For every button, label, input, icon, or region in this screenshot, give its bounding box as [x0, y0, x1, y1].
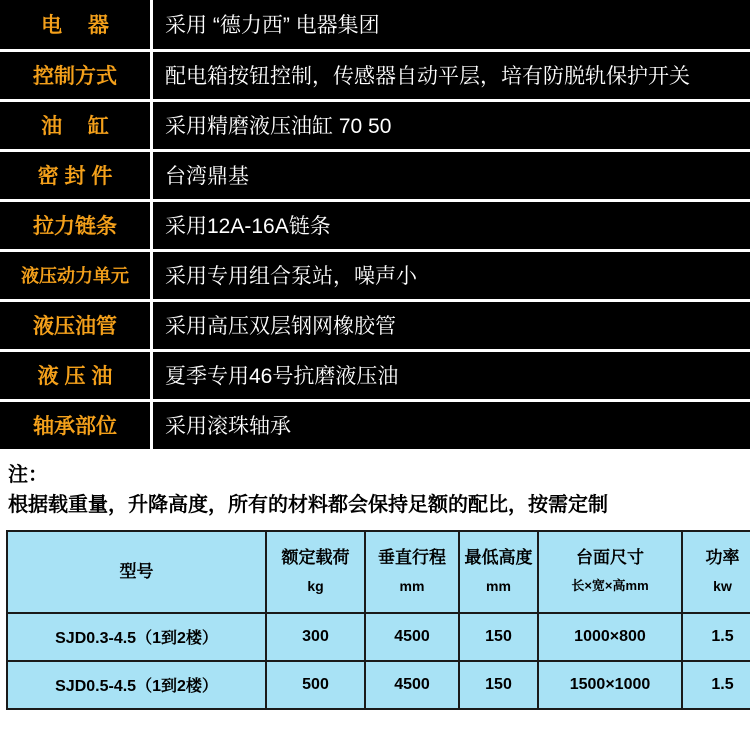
table-row — [0, 50, 750, 100]
cell-rated-load: 500 — [266, 661, 365, 709]
column-header-vertical-travel-title: 垂直行程 — [378, 547, 446, 567]
spec-label-cylinder: 油 缸 — [0, 100, 152, 150]
column-header-rated-load — [266, 531, 365, 613]
table-row — [7, 613, 750, 661]
spec-value-control-mode: 配电箱按钮控制，传感器自动平层，培有防脱轨保护开关 — [152, 50, 750, 100]
cell-rated-load: 300 — [266, 613, 365, 661]
cell-power: 1.5 — [682, 661, 750, 709]
column-header-platform-size — [538, 531, 682, 613]
models-table-wrapper — [0, 526, 750, 710]
column-header-vertical-travel — [365, 531, 459, 613]
table-row — [7, 661, 750, 709]
spec-value-hydraulic-oil: 夏季专用46号抗磨液压油 — [152, 350, 750, 400]
spec-label-hydraulic-hose: 液压油管 — [0, 300, 152, 350]
table-row — [0, 400, 750, 450]
models-table-body — [7, 613, 750, 709]
spec-value-electrical: 采用 “德力西” 电器集团 — [152, 0, 750, 50]
table-row — [0, 0, 750, 50]
spec-value-hydraulic-hose: 采用高压双层钢网橡胶管 — [152, 300, 750, 350]
column-header-min-height-title: 最低高度 — [464, 547, 533, 567]
column-header-power — [682, 531, 750, 613]
table-row — [0, 150, 750, 200]
spec-value-chain: 采用12A-16A链条 — [152, 200, 750, 250]
cell-min-height: 150 — [459, 661, 538, 709]
cell-vertical-travel: 4500 — [365, 661, 459, 709]
cell-platform-size: 1500×1000 — [538, 661, 682, 709]
column-header-rated-load-title: 额定载荷 — [281, 547, 350, 567]
cell-vertical-travel: 4500 — [365, 613, 459, 661]
table-row — [0, 300, 750, 350]
column-header-vertical-travel-unit: mm — [399, 577, 425, 594]
models-table-header — [7, 531, 750, 613]
column-header-model-title: 型号 — [119, 561, 154, 581]
table-row — [0, 100, 750, 150]
spec-label-seals: 密 封 件 — [0, 150, 152, 200]
spec-value-hydraulic-power-unit: 采用专用组合泵站，噪声小 — [152, 250, 750, 300]
cell-model: SJD0.3-4.5（1到2楼） — [7, 613, 266, 661]
column-header-power-title: 功率 — [705, 547, 740, 567]
spec-label-bearing: 轴承部位 — [0, 400, 152, 450]
cell-min-height: 150 — [459, 613, 538, 661]
column-header-rated-load-unit: kg — [307, 577, 324, 594]
table-row — [0, 350, 750, 400]
spec-value-bearing: 采用滚珠轴承 — [152, 400, 750, 450]
cell-power: 1.5 — [682, 613, 750, 661]
column-header-min-height — [459, 531, 538, 613]
spec-label-hydraulic-oil: 液 压 油 — [0, 350, 152, 400]
table-row — [0, 200, 750, 250]
table-header-row — [7, 531, 750, 613]
spec-label-chain: 拉力链条 — [0, 200, 152, 250]
column-header-platform-size-sub: 长×宽×高mm — [571, 577, 649, 593]
column-header-power-unit: kw — [713, 577, 732, 594]
cell-model: SJD0.5-4.5（1到2楼） — [7, 661, 266, 709]
column-header-platform-size-title: 台面尺寸 — [576, 547, 644, 567]
note-block — [0, 452, 750, 526]
spec-value-seals: 台湾鼎基 — [152, 150, 750, 200]
cell-platform-size: 1000×800 — [538, 613, 682, 661]
note-title: 注： — [8, 463, 48, 486]
table-row — [0, 250, 750, 300]
spec-value-cylinder: 采用精磨液压油缸 70 50 — [152, 100, 750, 150]
column-header-min-height-unit: mm — [486, 577, 511, 594]
spec-label-hydraulic-power-unit: 液压动力单元 — [0, 250, 152, 300]
note-text: 根据载重量，升降高度，所有的材料都会保持足额的配比，按需定制 — [8, 493, 608, 516]
column-header-model — [7, 531, 266, 613]
spec-label-control-mode: 控制方式 — [0, 50, 152, 100]
spec-label-electrical: 电 器 — [0, 0, 152, 50]
models-table — [6, 530, 750, 710]
